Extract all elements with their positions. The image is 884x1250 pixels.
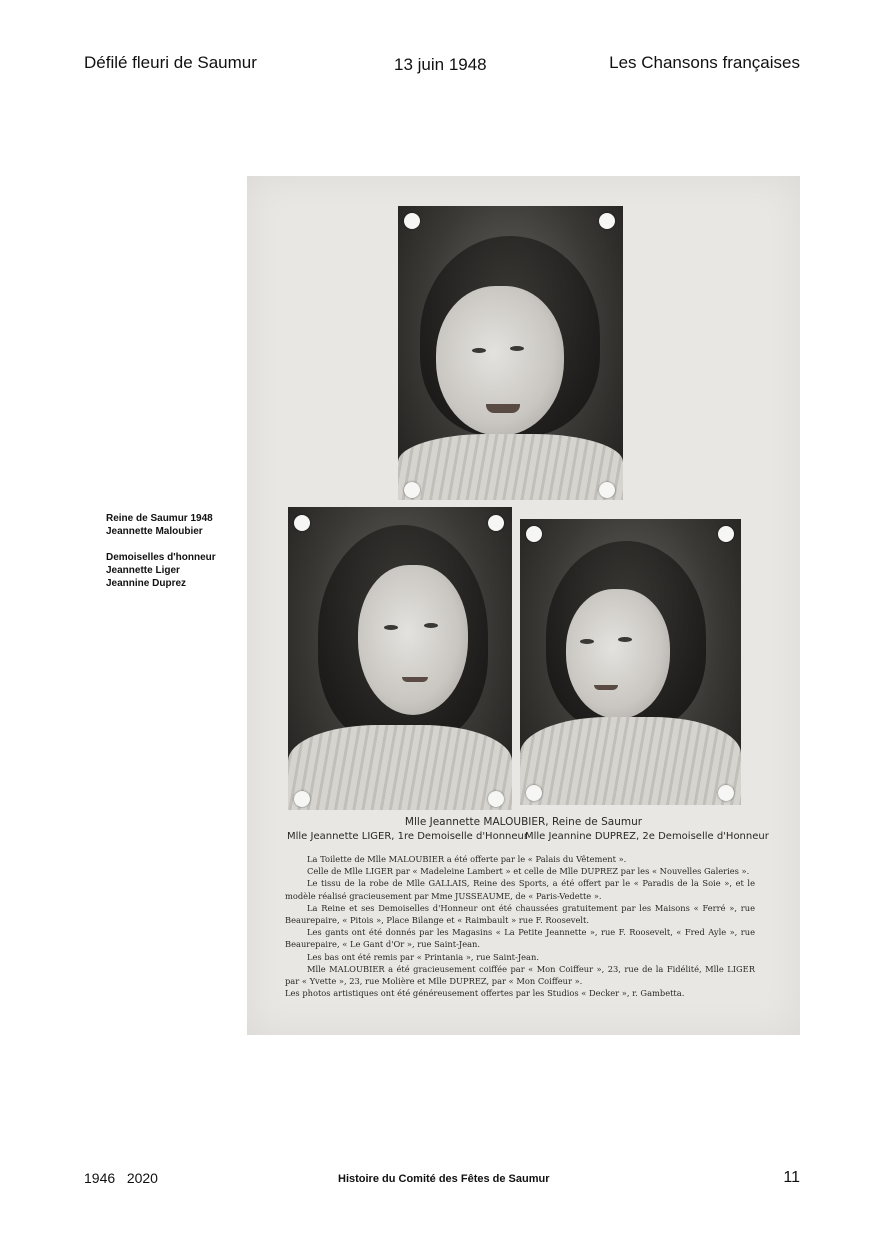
photo-queen xyxy=(398,206,623,500)
side-caption xyxy=(106,512,216,590)
scan-subtitle-right: Mlle Jeannine DUPREZ, 2e Demoiselle d'Honneur xyxy=(525,831,769,842)
credit-paragraph: Les photos artistiques ont été généreusement offertes par les Studios « Decker », r. Gambetta. xyxy=(285,988,685,999)
credit-paragraph: Mlle MALOUBIER a été gracieusement coiffée par « Mon Coiffeur », 23, rue de la Fidélité, Mlle LIGER par « Yvette », 23, rue Molière et Mlle DUPREZ, par « Mon Coiffeur ». xyxy=(285,963,755,987)
scan-title: Mlle Jeannette MALOUBIER, Reine de Saumur xyxy=(404,816,643,828)
credit-paragraph: Le tissu de la robe de Mlle GALLAIS, Reine des Sports, a été offert par le « Paradis de la Soie », et le modèle réalisé gracieusement par Mme JUSSEAUME, de « Paris-Vedette ». xyxy=(285,878,755,901)
header-left-title: Défilé fleuri de Saumur xyxy=(84,53,257,72)
header-date: 13 juin 1948 xyxy=(394,55,487,74)
caption-line: Jeannette Liger xyxy=(106,565,180,576)
credit-paragraph: La Toilette de Mlle MALOUBIER a été offerte par le « Palais du Vêtement ». xyxy=(307,854,627,864)
photo-duprez xyxy=(520,519,741,805)
caption-line: Demoiselles d'honneur xyxy=(106,552,216,563)
credit-paragraph: Les gants ont été donnés par les Magasins « La Petite Jeannette », rue F. Roosevelt, « Fred Ayle », rue Beaurepaire, « Le Gant d'Or », rue Saint-Jean. xyxy=(285,927,755,950)
footer-book-title: Histoire du Comité des Fêtes de Saumur xyxy=(338,1173,550,1185)
scan-subtitle-left: Mlle Jeannette LIGER, 1re Demoiselle d'Honneur xyxy=(287,831,528,842)
scanned-page xyxy=(247,176,800,1035)
footer-years: 1946 2020 xyxy=(84,1170,158,1186)
page-number: 11 xyxy=(783,1169,800,1186)
caption-line: Jeannine Duprez xyxy=(106,578,187,589)
credit-paragraph: La Reine et ses Demoiselles d'Honneur ont été chaussées gratuitement par les Maisons « Ferré », rue Beaurepaire, « Pitois », Place Bilange et « Raimbault » rue F. Roosevelt. xyxy=(285,902,755,926)
caption-line: Reine de Saumur 1948 xyxy=(106,513,213,524)
credit-paragraph: Les bas ont été remis par « Printania », rue Saint-Jean. xyxy=(307,951,539,962)
header-right-title: Les Chansons françaises xyxy=(609,53,800,72)
credit-paragraph: Celle de Mlle LIGER par « Madeleine Lambert » et celle de Mlle DUPREZ par les « Nouvelles Galeries ». xyxy=(307,866,750,877)
photo-liger xyxy=(288,507,512,810)
caption-line: Jeannette Maloubier xyxy=(106,526,203,537)
scan-credits xyxy=(285,853,755,999)
